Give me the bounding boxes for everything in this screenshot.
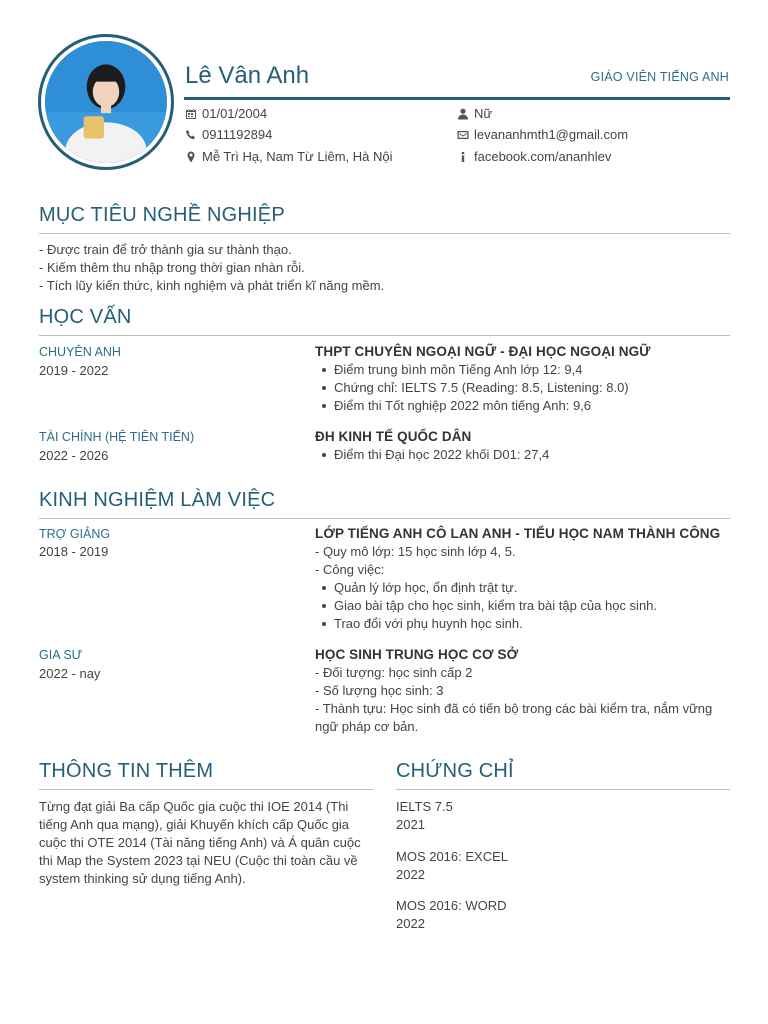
list-item: Chứng chỉ: IELTS 7.5 (Reading: 8.5, Listening: 8.0) bbox=[315, 379, 629, 397]
candidate-name: Lê Vân Anh bbox=[185, 62, 310, 89]
facebook-row[interactable] bbox=[457, 149, 611, 164]
experience-divider bbox=[39, 518, 730, 519]
certificate-name: MOS 2016: EXCEL bbox=[396, 849, 508, 864]
education-title: HỌC VẤN bbox=[39, 306, 132, 328]
additional-line: thi Map the System 2023 tại NEU (Cuộc thi toàn cầu về bbox=[39, 853, 358, 868]
experience-bullets bbox=[315, 579, 657, 633]
certificate-name: IELTS 7.5 bbox=[396, 799, 453, 814]
additional-divider bbox=[39, 789, 373, 790]
avatar bbox=[38, 34, 174, 170]
education-bullets bbox=[315, 361, 629, 415]
phone-row bbox=[185, 127, 272, 142]
facebook-text[interactable]: facebook.com/ananhlev bbox=[474, 149, 612, 164]
experience-line: ngữ pháp cơ bản. bbox=[315, 719, 419, 734]
calendar-icon bbox=[185, 108, 197, 120]
objective-line: - Tích lũy kiến thức, kinh nghiệm và phát triển kĩ năng mềm. bbox=[39, 278, 385, 293]
experience-line: - Số lượng học sinh: 3 bbox=[315, 683, 444, 698]
list-item: Điểm thi Đại học 2022 khối D01: 27,4 bbox=[315, 446, 549, 464]
certificates-title: CHỨNG CHỈ bbox=[396, 760, 514, 782]
envelope-icon bbox=[457, 129, 469, 141]
additional-line: system thinking sử dụng tiếng Anh). bbox=[39, 871, 246, 886]
certificate-year: 2021 bbox=[396, 817, 425, 832]
education-major: TÀI CHÍNH (HỆ TIÊN TIẾN) bbox=[39, 430, 195, 444]
experience-org: HỌC SINH TRUNG HỌC CƠ SỞ bbox=[315, 647, 519, 662]
experience-period: 2022 - nay bbox=[39, 666, 101, 681]
additional-title: THÔNG TIN THÊM bbox=[39, 760, 214, 782]
map-marker-icon bbox=[185, 151, 197, 163]
birthday-text: 01/01/2004 bbox=[202, 106, 268, 121]
phone-text: 0911192894 bbox=[202, 127, 273, 142]
certificate-name: MOS 2016: WORD bbox=[396, 898, 507, 913]
objective-title: MỤC TIÊU NGHỀ NGHIỆP bbox=[39, 204, 285, 226]
objective-line: - Kiếm thêm thu nhập trong thời gian nhàn rỗi. bbox=[39, 260, 305, 275]
education-school: THPT CHUYÊN NGOẠI NGỮ - ĐẠI HỌC NGOẠI NGỮ bbox=[315, 344, 651, 359]
list-item: Điểm thi Tốt nghiệp 2022 môn tiếng Anh: 9,6 bbox=[315, 397, 629, 415]
gender-text: Nữ bbox=[474, 106, 493, 121]
profile-photo bbox=[45, 41, 167, 163]
list-item: Quản lý lớp học, ổn định trật tự. bbox=[315, 579, 657, 597]
experience-role: GIA SƯ bbox=[39, 648, 83, 662]
certificates-divider bbox=[396, 789, 730, 790]
email-row[interactable] bbox=[457, 127, 628, 142]
education-bullets bbox=[315, 446, 549, 464]
objective-line: - Được train để trở thành gia sư thành thạo. bbox=[39, 242, 292, 257]
certificate-year: 2022 bbox=[396, 867, 425, 882]
education-divider bbox=[39, 335, 730, 336]
additional-line: cuộc thi OTE 2014 (Tài năng tiếng Anh) và Á quân cuộc bbox=[39, 835, 361, 850]
certificate-year: 2022 bbox=[396, 916, 425, 931]
info-icon bbox=[457, 151, 469, 163]
experience-line: - Thành tựu: Học sinh đã có tiến bộ trong các bài kiểm tra, nắm vững bbox=[315, 701, 713, 716]
experience-line: - Công việc: bbox=[315, 562, 385, 577]
phone-icon bbox=[185, 129, 197, 141]
list-item: Trao đổi với phụ huynh học sinh. bbox=[315, 615, 657, 633]
education-period: 2019 - 2022 bbox=[39, 363, 109, 378]
experience-title: KINH NGHIỆM LÀM VIỆC bbox=[39, 489, 276, 511]
address-row bbox=[185, 149, 393, 164]
list-item: Điểm trung bình môn Tiếng Anh lớp 12: 9,4 bbox=[315, 361, 629, 379]
header-divider bbox=[184, 97, 730, 100]
experience-role: TRỢ GIẢNG bbox=[39, 527, 111, 541]
experience-org: LỚP TIẾNG ANH CÔ LAN ANH - TIỂU HỌC NAM THÀNH CÔNG bbox=[315, 526, 721, 541]
education-major: CHUYÊN ANH bbox=[39, 345, 121, 359]
experience-period: 2018 - 2019 bbox=[39, 544, 109, 559]
experience-line: - Quy mô lớp: 15 học sinh lớp 4, 5. bbox=[315, 544, 516, 559]
experience-line: - Đối tượng: học sinh cấp 2 bbox=[315, 665, 473, 680]
job-title: GIÁO VIÊN TIẾNG ANH bbox=[590, 70, 729, 84]
list-item: Giao bài tập cho học sinh, kiểm tra bài tập của học sinh. bbox=[315, 597, 657, 615]
education-school: ĐH KINH TẾ QUỐC DÂN bbox=[315, 429, 472, 444]
email-text[interactable]: levananhmth1@gmail.com bbox=[474, 127, 629, 142]
birthday-row bbox=[185, 106, 267, 121]
additional-line: Từng đạt giải Ba cấp Quốc gia cuộc thi IOE 2014 (Thi bbox=[39, 799, 349, 814]
gender-row bbox=[457, 106, 492, 121]
objective-divider bbox=[39, 233, 730, 234]
user-icon bbox=[457, 108, 469, 120]
additional-line: tiếng Anh qua mạng), giải Khuyến khích cấp Quốc gia bbox=[39, 817, 350, 832]
education-period: 2022 - 2026 bbox=[39, 448, 109, 463]
address-text: Mễ Trì Hạ, Nam Từ Liêm, Hà Nội bbox=[202, 149, 393, 164]
